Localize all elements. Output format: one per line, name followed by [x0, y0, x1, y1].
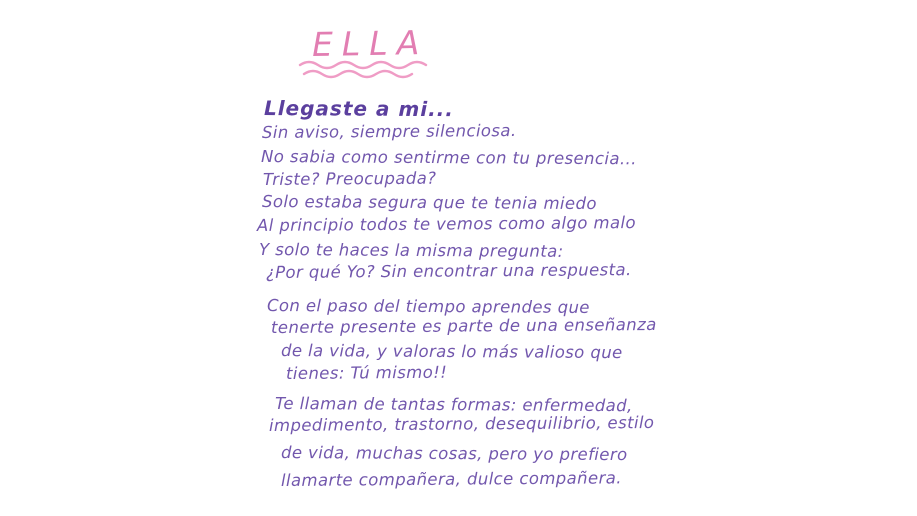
poem-line: de vida, muchas cosas, pero yo prefiero: [280, 443, 628, 465]
poem-line: Te llaman de tantas formas: enfermedad,: [274, 394, 633, 416]
poem-line: llamarte compañera, dulce compañera.: [280, 468, 622, 490]
poem-line: Sin aviso, siempre silenciosa.: [261, 121, 517, 142]
poem-line: Triste? Preocupada?: [262, 168, 437, 189]
poem-line: de la vida, y valoras lo más valioso que: [280, 341, 623, 363]
poem-line: Llegaste a mi...: [263, 96, 454, 122]
poem-line: No sabia como sentirme con tu presencia...: [260, 147, 637, 169]
poem-line: tienes: Tú mismo!!: [285, 362, 448, 383]
poem-line: Y solo te haces la misma pregunta:: [258, 240, 564, 261]
title-underline-squiggle: [296, 58, 436, 82]
poem-line: impedimento, trastorno, desequilibrio, estilo: [268, 412, 655, 435]
poem-line: Al principio todos te vemos como algo malo: [256, 213, 637, 235]
poem-line: ¿Por qué Yo? Sin encontrar una respuesta.: [265, 260, 632, 282]
poem-line: Con el paso del tiempo aprendes que: [266, 296, 590, 317]
page-title: ELLA: [311, 22, 429, 65]
poem-line: Solo estaba segura que te tenia miedo: [261, 192, 597, 214]
poem-line: tenerte presente es parte de una enseñanza: [270, 314, 657, 337]
